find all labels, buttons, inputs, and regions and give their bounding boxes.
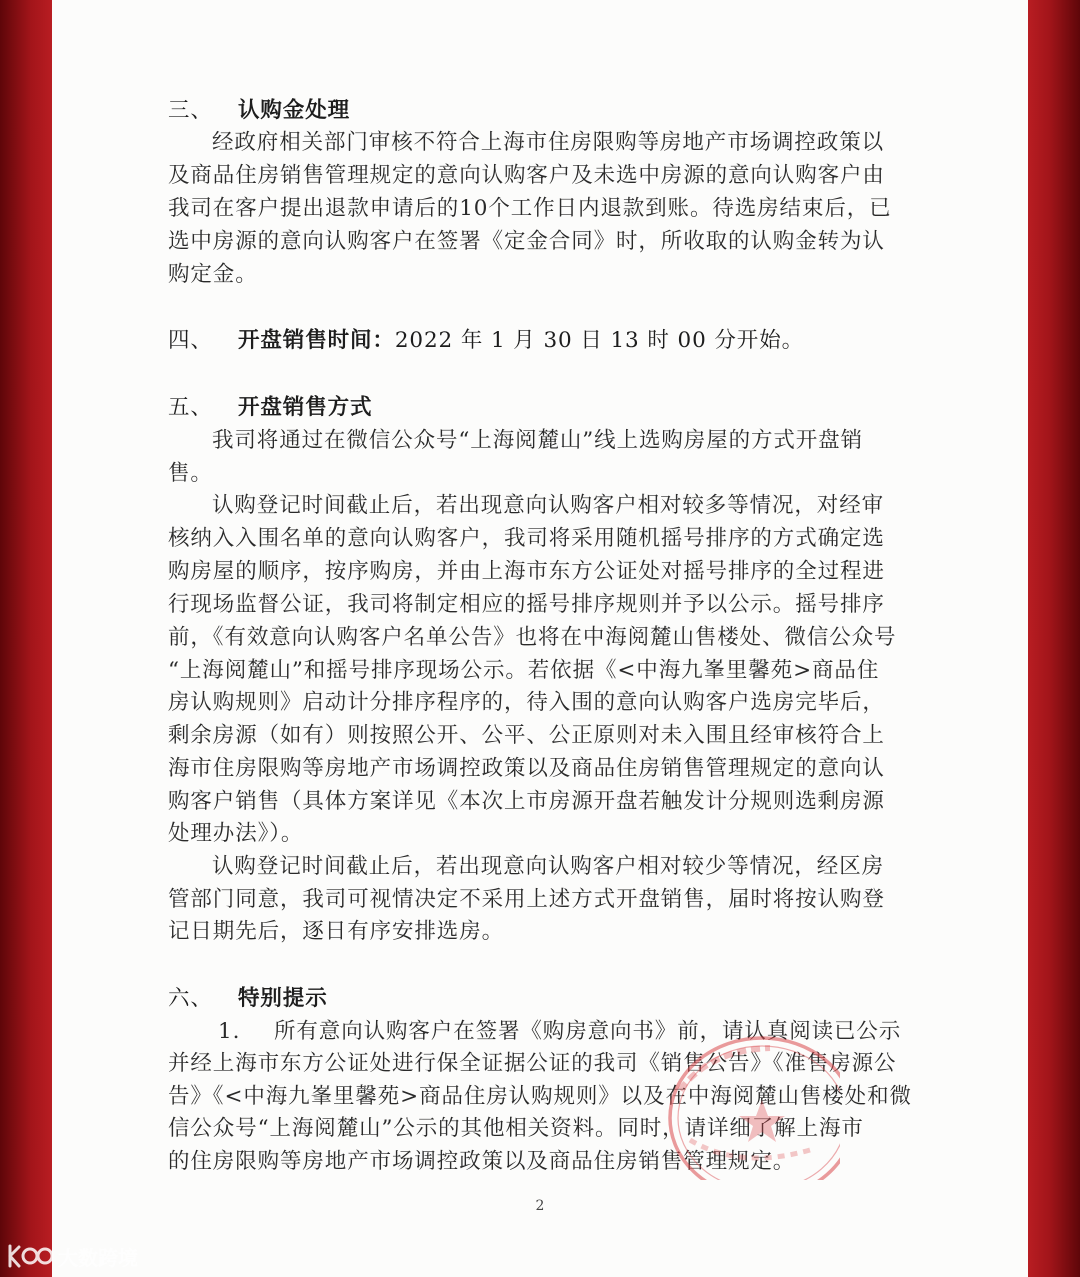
section-3-line-2: 及商品住房销售管理规定的意向认购客户及未选中房源的意向认购客户由 (168, 163, 885, 188)
section-5-line-12: 购客户销售（具体方案详见《本次上市房源开盘若触发计分规则选剩房源 (168, 789, 885, 814)
section-3-title: 认购金处理 (238, 98, 351, 123)
section-4-heading (168, 323, 913, 354)
section-6-title: 特别提示 (238, 986, 328, 1011)
section-5-line-10: 剩余房源（如有）则按照公开、公平、公正原则对未入围且经审核符合上 (168, 723, 885, 748)
section-5-line-1: 我司将通过在微信公众号“上海阅麓山”线上选购房屋的方式开盘销 (212, 428, 863, 453)
section-5-number: 五、 (168, 395, 213, 420)
section-4-number: 四、 (168, 328, 213, 353)
section-5-line-3: 认购登记时间截止后，若出现意向认购客户相对较多等情况，对经审 (212, 493, 885, 518)
section-5-line-2: 售。 (168, 461, 213, 486)
section-5-line-5: 购房屋的顺序，按序购房，并由上海市东方公证处对摇号排序的全过程进 (168, 559, 885, 584)
section-3-line-1: 经政府相关部门审核不符合上海市住房限购等房地产市场调控政策以 (212, 130, 885, 155)
section-5-line-4: 核纳入入围名单的意向认购客户，我司将采用随机摇号排序的方式确定选 (168, 526, 885, 551)
section-5-line-16: 记日期先后，逐日有序安排选房。 (168, 919, 505, 944)
section-5-line-7: 前，《有效意向认购客户名单公告》也将在中海阅麓山售楼处、微信公众号 (168, 625, 897, 650)
section-5-line-9: 房认购规则》启动计分排序程序的，待入围的意向认购客户选房完毕后， (168, 690, 885, 715)
section-3-line-3: 我司在客户提出退款申请后的10个工作日内退款到账。待选房结束后，已 (168, 196, 892, 221)
section-5-line-13: 处理办法》）。 (168, 821, 304, 846)
section-6-line-1: 所有意向认购客户在签署《购房意向书》前，请认真阅读已公示 (274, 1019, 902, 1044)
section-5-line-8: “上海阅麓山”和摇号排序现场公示。若依据《<中海九峯里馨苑>商品住 (168, 658, 880, 683)
section-3-number: 三、 (168, 98, 213, 123)
section-6-line-3: 告》《<中海九峯里馨苑>商品住房认购规则》以及在中海阅麓山售楼处和微 (168, 1084, 912, 1109)
section-5-line-14: 认购登记时间截止后，若出现意向认购客户相对较少等情况，经区房 (212, 854, 885, 879)
section-6-heading (168, 981, 913, 1012)
section-6-item-1-line-1 (168, 1014, 913, 1045)
watermark-text: 大数跨境 (58, 1245, 138, 1270)
section-4-value: 2022 年 1 月 30 日 13 时 00 分开始。 (394, 328, 804, 353)
section-5-line-11: 海市住房限购等房地产市场调控政策以及商品住房销售管理规定的意向认 (168, 756, 885, 781)
right-red-border (1028, 0, 1080, 1277)
section-5-line-6: 行现场监督公证，我司将制定相应的摇号排序规则并予以公示。摇号排序 (168, 592, 885, 617)
section-3-heading (168, 93, 913, 124)
section-5-line-15: 管部门同意，我司可视情决定不采用上述方式开盘销售，届时将按认购登 (168, 887, 885, 912)
section-6-line-4: 信公众号“上海阅麓山”公示的其他相关资料。同时，请详细了解上海市 (168, 1116, 864, 1141)
section-5-title: 开盘销售方式 (238, 395, 373, 420)
section-3-line-5: 购定金。 (168, 262, 258, 287)
section-5-heading (168, 390, 913, 421)
section-6-item-marker: 1. (218, 1019, 241, 1044)
section-4-title: 开盘销售时间： (238, 328, 395, 353)
section-6-line-2: 并经上海市东方公证处进行保全证据公证的我司《销售公告》《准售房源公 (168, 1051, 897, 1076)
left-red-border (0, 0, 52, 1277)
section-3-line-4: 选中房源的意向认购客户在签署《定金合同》时，所收取的认购金转为认 (168, 229, 885, 254)
section-6-number: 六、 (168, 986, 213, 1011)
section-6-line-5: 的住房限购等房地产市场调控政策以及商品住房销售管理规定。 (168, 1149, 796, 1174)
watermark-logo-icon (6, 1242, 54, 1270)
page-number: 2 (535, 1198, 545, 1214)
platform-watermark (6, 1240, 138, 1272)
